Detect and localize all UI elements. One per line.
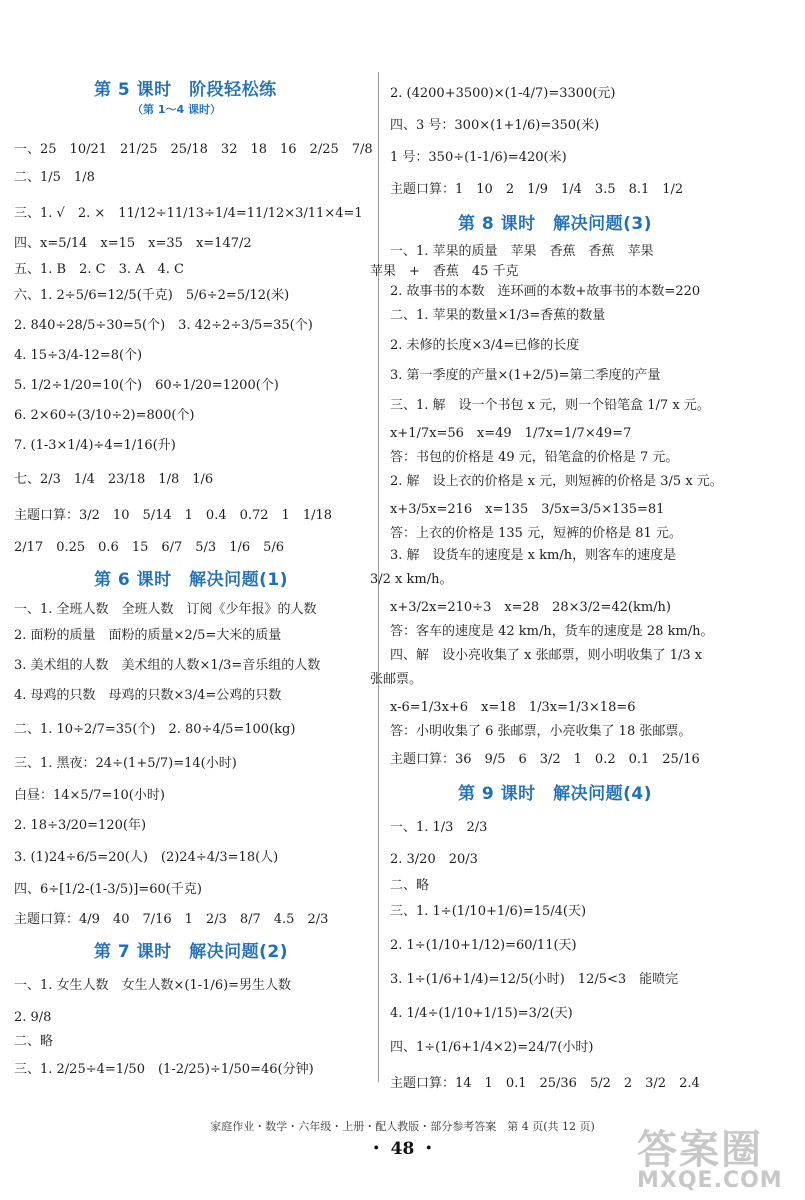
answer-line: 1 号：350÷(1-1/6)=420(米) [390, 150, 567, 165]
answer-line: 4. 1/4÷(1/10+1/15)=3/2(天) [390, 1006, 573, 1021]
answer-line: 2. 未修的长度×3/4=已修的长度 [390, 338, 580, 353]
mental-math-line: 主题口算：14 1 0.1 25/36 5/2 2 3/2 2.4 [390, 1076, 700, 1091]
answer-line: 3. 解 设货车的速度是 x km/h，则客车的速度是 [390, 548, 677, 563]
answer-line: 2. 解 设上衣的价格是 x 元，则短裤的价格是 3/5 x 元。 [390, 474, 723, 489]
lesson-6-heading: 第 6 课时 解决问题(1) [94, 570, 289, 590]
answer-line: 三、1. 2/25÷4=1/50 (1-2/25)÷1/50=46(分钟) [14, 1062, 314, 1077]
answer-line: 2. 18÷3/20=120(年) [14, 818, 147, 833]
answer-line: 5. 1/2÷1/20=10(个) 60÷1/20=1200(个) [14, 378, 279, 393]
mental-math-line: 主题口算：4/9 40 7/16 1 2/3 8/7 4.5 2/3 [14, 912, 329, 927]
answer-line: 答：上衣的价格是 135 元，短裤的价格是 81 元。 [390, 526, 682, 541]
lesson-5-heading: 第 5 课时 阶段轻松练 [94, 80, 277, 100]
answer-line: 七、2/3 1/4 23/18 1/8 1/6 [14, 472, 214, 487]
answer-line: 四、1÷(1/6+1/4×2)=24/7(小时) [390, 1040, 594, 1055]
answer-line: 3. (1)24÷6/5=20(人) (2)24÷4/3=18(人) [14, 850, 279, 865]
mental-math-line: 主题口算：3/2 10 5/14 1 0.4 0.72 1 1/18 [14, 508, 333, 523]
answer-line: 一、25 10/21 21/25 25/18 32 18 16 2/25 7/8 [14, 142, 373, 157]
watermark-logo-text: 答案圈 [637, 1127, 763, 1173]
answer-line: 二、1. 10÷2/7=35(个) 2. 80÷4/5=100(kg) [14, 722, 296, 737]
answer-line: 4. 15÷3/4-12=8(个) [14, 348, 143, 363]
answer-line: 3. 1÷(1/6+1/4)=12/5(小时) 12/5<3 能喷完 [390, 972, 679, 987]
site-watermark [637, 1127, 787, 1193]
answer-line: 2. 1÷(1/10+1/12)=60/11(天) [390, 938, 577, 953]
mental-math-line: 主题口算：36 9/5 6 3/2 1 0.2 0.1 25/16 [390, 752, 700, 767]
answer-line: 四、x=5/14 x=15 x=35 x=147/2 [14, 236, 252, 251]
answer-line: 四、6÷[1/2-(1-3/5)]=60(千克) [14, 882, 202, 897]
answer-line: x+3/5x=216 x=135 3/5x=3/5×135=81 [390, 502, 665, 517]
answer-line: 六、1. 2÷5/6=12/5(千克) 5/6÷2=5/12(米) [14, 288, 290, 303]
lesson-5-subheading: （第 1～4 课时） [132, 103, 221, 116]
answer-line: 3. 第一季度的产量×(1+2/5)=第二季度的产量 [390, 368, 661, 383]
answer-line: 2. 3/20 20/3 [390, 852, 478, 867]
mental-math-line: 2/17 0.25 0.6 15 6/7 5/3 1/6 5/6 [14, 540, 285, 555]
lesson-9-heading: 第 9 课时 解决问题(4) [458, 784, 653, 804]
answer-line: 2. 9/8 [14, 1010, 52, 1025]
book-info-footer: 家庭作业・数学・六年级・上册・配人教版・部分参考答案 第 4 页(共 12 页) [210, 1120, 595, 1133]
answer-line: 2. 故事书的本数 连环画的本数+故事书的本数=220 [390, 284, 701, 299]
answer-line: 二、1/5 1/8 [14, 170, 95, 185]
answer-line: 3. 美术组的人数 美术组的人数×1/3=音乐组的人数 [14, 658, 321, 673]
answer-line: 苹果 + 香蕉 45 千克 [370, 264, 519, 279]
page-number: ・ 48 ・ [367, 1139, 438, 1159]
answer-line: 五、1. B 2. C 3. A 4. C [14, 262, 184, 277]
answer-line: 6. 2×60÷(3/10÷2)=800(个) [14, 408, 195, 423]
answer-line: 三、1. 黑夜：24÷(1+5/7)=14(小时) [14, 756, 237, 771]
answer-line: 答：客车的速度是 42 km/h，货车的速度是 28 km/h。 [390, 624, 714, 639]
answer-line: 2. (4200+3500)×(1-4/7)=3300(元) [390, 86, 616, 101]
answer-line: 答：书包的价格是 49 元，铅笔盒的价格是 7 元。 [390, 450, 679, 465]
answer-line: 二、略 [390, 878, 430, 893]
answer-line: 一、1. 1/3 2/3 [390, 820, 488, 835]
watermark-url: MXQE.COM [637, 1168, 783, 1193]
lesson-7-heading: 第 7 课时 解决问题(2) [94, 942, 289, 962]
answer-line: 4. 母鸡的只数 母鸡的只数×3/4=公鸡的只数 [14, 688, 282, 703]
answer-line: 2. 840÷28/5÷30=5(个) 3. 42÷2÷3/5=35(个) [14, 318, 313, 333]
answer-line: 一、1. 苹果的质量 苹果 香蕉 香蕉 苹果 [390, 244, 654, 259]
answer-line: 二、1. 苹果的数量×1/3=香蕉的数量 [390, 308, 606, 323]
answer-line: 张邮票。 [370, 672, 423, 687]
answer-line: 答：小明收集了 6 张邮票，小亮收集了 18 张邮票。 [390, 724, 692, 739]
answer-line: 三、1. 解 设一个书包 x 元，则一个铅笔盒 1/7 x 元。 [390, 398, 710, 413]
answer-line: x-6=1/3x+6 x=18 1/3x=1/3×18=6 [390, 700, 636, 715]
answer-line: 3/2 x km/h。 [370, 572, 453, 587]
answer-line: 三、1. √ 2. × 11/12÷11/13÷1/4=11/12×3/11×4=1 [14, 206, 363, 221]
answer-line: 一、1. 女生人数 女生人数×(1-1/6)=男生人数 [14, 978, 292, 993]
answer-line: x+3/2x=210÷3 x=28 28×3/2=42(km/h) [390, 600, 672, 615]
answer-line: 一、1. 全班人数 全班人数 订阅《少年报》的人数 [14, 602, 317, 617]
answer-line: 四、解 设小亮收集了 x 张邮票，则小明收集了 1/3 x [390, 648, 703, 663]
answer-line: 7. (1-3×1/4)÷4=1/16(升) [14, 438, 176, 453]
lesson-8-heading: 第 8 课时 解决问题(3) [458, 214, 653, 234]
answer-line: x+1/7x=56 x=49 1/7x=1/7×49=7 [390, 426, 632, 441]
answer-line: 白昼：14×5/7=10(小时) [14, 788, 165, 803]
answer-line: 三、1. 1÷(1/10+1/6)=15/4(天) [390, 904, 587, 919]
answer-line: 四、3 号：300×(1+1/6)=350(米) [390, 118, 600, 133]
answer-line: 2. 面粉的质量 面粉的质量×2/5=大米的质量 [14, 628, 282, 643]
mental-math-line: 主题口算：1 10 2 1/9 1/4 3.5 8.1 1/2 [390, 182, 684, 197]
answer-line: 二、略 [14, 1034, 54, 1049]
